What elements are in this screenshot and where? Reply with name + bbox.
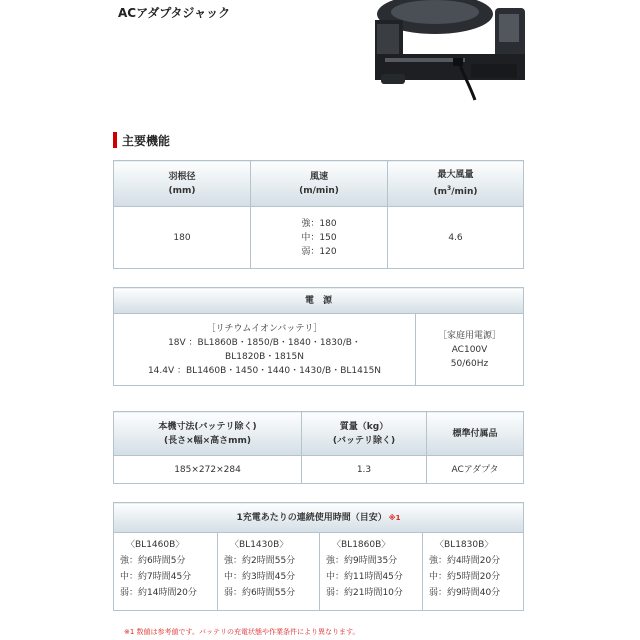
wind-speed-values: 強：180 中：150 弱：120 [251, 207, 388, 269]
blade-diameter-value: 180 [114, 207, 251, 269]
power-header: 電 源 [114, 288, 524, 314]
battery-compat-cell: ［リチウムイオンバッテリ］ 18V ：BL1860B・1850/B・1840・1830/B・ BL1820B・1815N 14.4V ：BL1460B・1450・1440・1430/B・BL1415N [114, 314, 416, 386]
blade-diameter-header: 羽根径 (mm) [114, 161, 251, 207]
size-header: 本機寸法(バッテリ除く) (長さ×幅×高さmm) [114, 412, 302, 456]
power-table [113, 287, 524, 386]
section-header [113, 131, 170, 149]
footnote: ※1 数値は参考値です。バッテリの充電状態や作業条件により異なります。 [124, 628, 360, 636]
home-power-cell: ［家庭用電源］ AC100V 50/60Hz [416, 314, 524, 386]
section-title: 主要機能 [122, 133, 171, 148]
size-value: 185×272×284 [114, 456, 302, 484]
page-title: ACアダプタジャック [118, 6, 231, 20]
wind-speed-header: 風速 (m/min) [251, 161, 388, 207]
runtime-header: 1充電あたりの連続使用時間（目安） $^{※1}$ [114, 503, 524, 533]
section-accent-bar [113, 132, 117, 148]
footnote-mark: ※1 [388, 513, 401, 522]
dimensions-table [113, 411, 524, 484]
accessory-value: ACアダプタ [427, 456, 524, 484]
specs-table [113, 160, 524, 269]
product-photo [375, 0, 530, 105]
max-airflow-header: 最大風量 $(m^3/\min)$ [388, 161, 524, 207]
weight-header: 質量（kg） (バッテリ除く) [302, 412, 427, 456]
accessory-header: 標準付属品 [427, 412, 524, 456]
runtime-bl1430b: 〈BL1430B〉 強：約2時間55分 中：約3時間45分 弱：約6時間55分 [218, 533, 320, 611]
runtime-table [113, 502, 524, 611]
runtime-bl1860b: 〈BL1860B〉 強：約9時間35分 中：約11時間45分 弱：約21時間10分 [320, 533, 423, 611]
specs-value-row [114, 207, 524, 269]
specs-header-row [114, 161, 524, 207]
runtime-row [114, 533, 524, 611]
runtime-bl1830b: 〈BL1830B〉 強：約4時間20分 中：約5時間20分 弱：約9時間40分 [423, 533, 524, 611]
weight-value: 1.3 [302, 456, 427, 484]
runtime-bl1460b: 〈BL1460B〉 強：約6時間5分 中：約7時間45分 弱：約14時間20分 [114, 533, 218, 611]
max-airflow-value: 4.6 [388, 207, 524, 269]
